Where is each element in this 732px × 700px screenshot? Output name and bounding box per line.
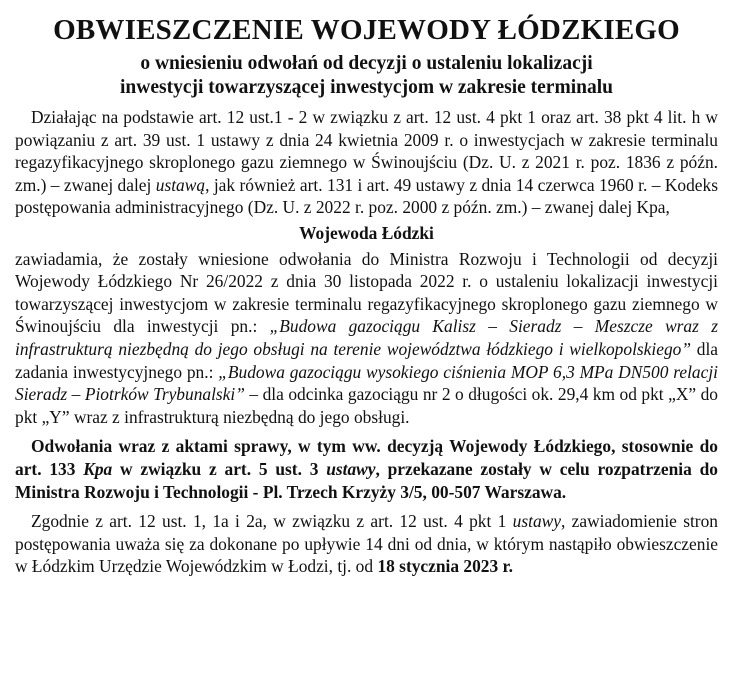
appeals-text-2: w związku z art. 5 ust. 3 xyxy=(112,458,327,479)
appeals-emphasis-kpa: Kpa xyxy=(83,458,113,479)
notification-text-1: zawiadamia, że zostały wniesione odwołania do Ministra Rozwoju i Technologii od decyzji Wojewody Łódzkiego Nr 26/2022 z dnia 30 listopada 2022 r. o ustaleniu lokalizacji inwestycji towarzyszącej inwestycjom w zakresie terminalu regazyfikacyjnego skroplonego gazu ziemnego w Świnoujściu dla inwestycji pn.: xyxy=(15,248,718,337)
legal-basis-emphasis: ustawą xyxy=(155,174,206,195)
legal-basis-paragraph xyxy=(15,106,718,219)
notification-text-2: dla zadania inwestycyjnego pn.: xyxy=(15,338,719,382)
delivery-text-2: , zawiadomienie stron postępowania uważa się za dokonane po upływie 14 dni od dnia, w którym nastąpiło obwieszczenie w Łódzkim Urzędzie Wojewódzkim w Łodzi, tj. od xyxy=(15,511,718,577)
delivery-date: 18 stycznia 2023 r. xyxy=(377,556,514,577)
delivery-text-1: Zgodnie z art. 12 ust. 1, 1a i 2a, w związku z art. 12 ust. 4 pkt 1 xyxy=(31,511,513,532)
notification-text-3: – dla odcinka gazociągu nr 2 o długości ok. 29,4 km od pkt „X” do pkt „Y” wraz z infrastrukturą niezbędną do jego obsługi. xyxy=(15,384,718,427)
appeals-text-1: Odwołania wraz z aktami sprawy, w tym ww. decyzją Wojewody Łódzkiego, stosownie do art. 133 xyxy=(15,436,718,479)
legal-basis-text-2: , jak również art. 131 i art. 49 ustawy z dnia 14 czerwca 1960 r. – Kodeks postępowania administracyjnego (Dz. U. z 2022 r. poz. 2000 z późn. zm.) – zwanej dalej Kpa, xyxy=(15,174,718,218)
signatory-heading: Wojewoda Łódzki xyxy=(299,222,434,243)
subtitle-line-1: o wniesieniu odwołań od decyzji o ustaleniu lokalizacji xyxy=(140,53,593,74)
document-subtitle xyxy=(15,52,718,100)
notification-paragraph xyxy=(15,248,718,429)
delivery-date-paragraph xyxy=(15,510,718,578)
subtitle-line-2: inwestycji towarzyszącej inwestycjom w zakresie terminalu xyxy=(120,77,613,98)
appeals-emphasis-ustawy: ustawy xyxy=(326,458,376,479)
delivery-emphasis: ustawy xyxy=(512,511,561,532)
appeals-forwarded-paragraph xyxy=(15,435,718,503)
legal-basis-text-1: Działając na podstawie art. 12 ust.1 - 2 w związku z art. 12 ust. 4 pkt 1 oraz art. 38 pkt 4 lit. h w powiązaniu z art. 39 ust. 1 ustawy z dnia 24 kwietnia 2009 r. o inwestycjach w zakresie terminalu regazyfikacyjnego skroplonego gazu ziemnego w Świnoujściu (Dz. U. z 2021 r. poz. 1836 z późn. zm.) – zwanej dalej xyxy=(15,107,718,195)
document-title: OBWIESZCZENIE WOJEWODY ŁÓDZKIEGO xyxy=(53,14,680,46)
investment-name-1: „Budowa gazociągu Kalisz – Sieradz – Meszcze wraz z infrastrukturą niezbędną do jego obsługi na terenie województwa łódzkiego i wielkopolskiego” xyxy=(15,316,718,359)
appeals-text-3: , przekazane zostały w celu rozpatrzenia do Ministra Rozwoju i Technologii - Pl. Trzech Krzyży 3/5, 00-507 Warszawa. xyxy=(15,458,718,502)
investment-name-2: „Budowa gazociągu wysokiego ciśnienia MOP 6,3 MPa DN500 relacji Sieradz – Piotrków Trybunalski” xyxy=(15,361,718,405)
